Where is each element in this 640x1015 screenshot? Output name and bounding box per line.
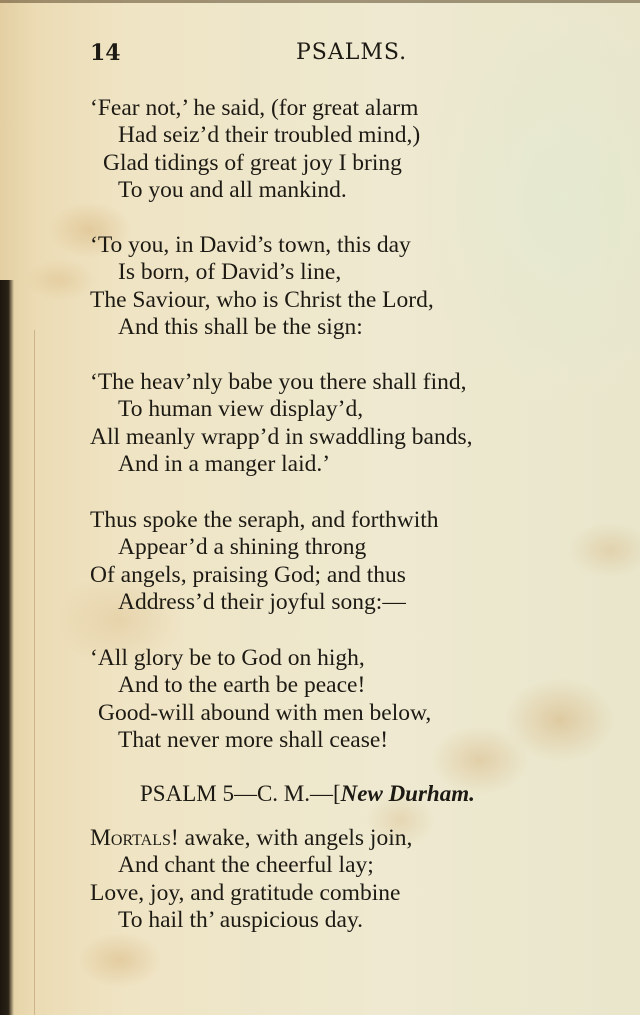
page-top-edge [0,0,640,3]
verse-line: That never more shall cease! [118,727,389,753]
opening-word: Mortals [90,825,171,851]
verse-line: Address’d their joyful song:— [118,589,406,615]
running-title: PSALMS. [296,40,408,65]
page-binding-shadow [0,280,14,1015]
verse-line: Is born, of David’s line, [118,259,342,285]
verse-line: Of angels, praising God; and thus [90,562,406,588]
page-number: 14 [90,40,121,66]
verse-line: Thus spoke the seraph, and forthwith [90,507,439,533]
verse-line: Glad tidings of great joy I bring [103,150,402,176]
verse-line [90,825,412,852]
psalm-heading [140,781,475,807]
verse-line: Had seiz’d their troubled mind,) [118,122,421,148]
verse-line: And this shall be the sign: [118,314,363,340]
verse-line: ‘To you, in David’s town, this day [90,232,411,258]
verse-line: The Saviour, who is Christ the Lord, [90,287,434,313]
page-fold-line [34,330,35,1015]
verse-line: To hail th’ auspicious day. [118,907,364,933]
verse-line: ‘All glory be to God on high, [90,645,365,671]
verse-line: And in a manger laid.’ [118,451,331,477]
tune-name: New Durham. [340,781,475,806]
verse-line: Good-will abound with men below, [98,700,432,726]
verse-line: And to the earth be peace! [118,672,366,698]
psalm-number-meter: PSALM 5—C. M.—[ [140,781,341,806]
verse-line: Appear’d a shining throng [118,534,367,560]
verse-line: To human view display’d, [118,396,364,422]
verse-line-rest: ! awake, with angels join, [170,825,413,851]
verse-line: All meanly wrapp’d in swaddling bands, [90,424,473,450]
verse-line: To you and all mankind. [118,177,347,203]
verse-line: ‘Fear not,’ he said, (for great alarm [90,95,419,121]
verse-line: And chant the cheerful lay; [118,852,374,878]
verse-line: ‘The heav’nly babe you there shall find, [90,369,467,395]
verse-line: Love, joy, and gratitude combine [90,880,401,906]
